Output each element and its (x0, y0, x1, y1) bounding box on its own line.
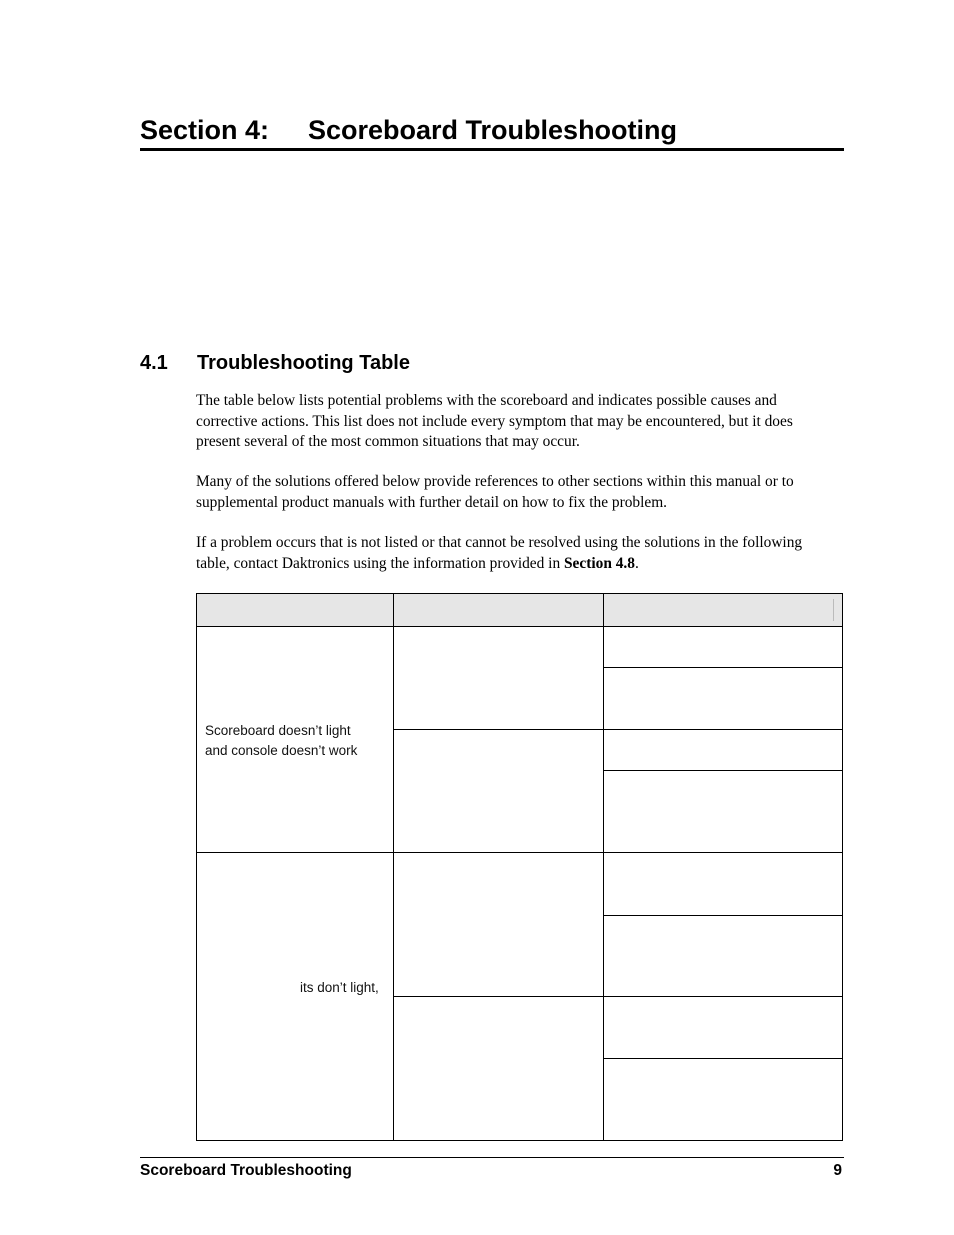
table-border-top (196, 593, 843, 594)
symptom-line: and console doesn’t work (205, 743, 358, 758)
table-border-bottom (196, 1140, 843, 1141)
solution-divider (603, 915, 843, 916)
page-number: 9 (833, 1162, 842, 1179)
solution-divider (603, 667, 843, 668)
table-border-left (196, 593, 197, 1141)
references-paragraph: Many of the solutions offered below provide references to other sections within this manual or to supplemental product manuals with further detail on how to fix the problem. (196, 473, 794, 511)
subsection-heading (140, 350, 410, 376)
intro-paragraph: The table below lists potential problems with the scoreboard and indicates possible causes and corrective actions. This list does not include every symptom that may be encountered, but it does present several of the most common situations that may occur. (196, 392, 793, 450)
contact-paragraph (196, 533, 836, 574)
subsection-title: Troubleshooting Table (197, 352, 410, 374)
cause-divider (393, 996, 843, 997)
contact-text-end: . (634, 554, 639, 572)
symptom-line: Scoreboard doesn’t light (205, 723, 351, 738)
table-header-row (196, 593, 843, 627)
solution-divider (603, 1058, 843, 1059)
footer-rule (140, 1157, 844, 1158)
section-title (140, 112, 844, 151)
subsection-number: 4.1 (140, 352, 168, 374)
symptom-cell (205, 721, 357, 761)
column-divider (393, 593, 394, 1141)
solution-divider (603, 770, 843, 771)
footer-title: Scoreboard Troubleshooting (140, 1162, 352, 1179)
header-divider (196, 626, 843, 627)
header-marker (833, 599, 834, 621)
symptom-cell (300, 978, 379, 998)
section-number: Section 4: (140, 115, 270, 145)
contact-text: If a problem occurs that is not listed or that cannot be resolved using the solutions in the following table, contact Daktronics using the information provided in (196, 534, 803, 572)
row-divider (196, 852, 843, 853)
cause-divider (393, 729, 843, 730)
troubleshooting-table (196, 593, 843, 1141)
symptom-line: its don’t light, (300, 980, 379, 995)
section-title-text: Scoreboard Troubleshooting (308, 115, 678, 145)
section-reference: Section 4.8 (564, 554, 635, 572)
